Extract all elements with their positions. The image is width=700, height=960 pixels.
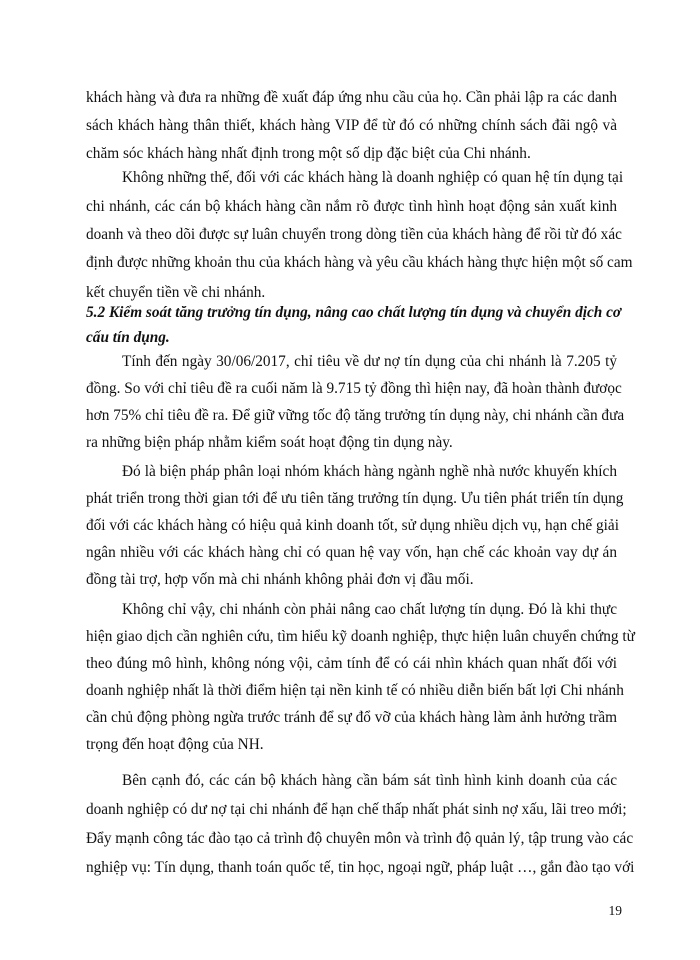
paragraph-1-line-2: sách khách hàng thân thiết, khách hàng VIP để từ đó có những chính sách đãi ngộ và	[86, 117, 617, 134]
paragraph-1-line-3: chăm sóc khách hàng nhất định trong một số dịp đặc biệt của Chi nhánh.	[86, 145, 531, 162]
paragraph-5-line-1: Không chỉ vậy, chi nhánh còn phải nâng cao chất lượng tín dụng. Đó là khi thực	[122, 601, 617, 618]
paragraph-5-line-4: doanh nghiệp nhất là thời điểm hiện tại nền kinh tế có nhiều diễn biến bất lợi Chi nhánh	[86, 682, 624, 699]
paragraph-2-line-3: doanh và theo dõi được sự luân chuyển trong dòng tiền của khách hàng để rồi từ đó xác	[86, 226, 622, 243]
paragraph-4-line-5: đồng tài trợ, hợp vốn mà chi nhánh không phải đơn vị đầu mối.	[86, 571, 474, 588]
paragraph-3-line-4: ra những biện pháp nhằm kiểm soát hoạt động tin dụng này.	[86, 434, 453, 451]
paragraph-3-line-3: hơn 75% chỉ tiêu đề ra. Để giữ vững tốc độ tăng trưởng tín dụng này, chi nhánh cần đưa	[86, 407, 625, 424]
paragraph-4-line-2: phát triển trong thời gian tới để ưu tiên tăng trưởng tín dụng. Ưu tiên phát triển tín dụng	[86, 490, 624, 507]
paragraph-4-line-1: Đó là biện pháp phân loại nhóm khách hàng ngành nghề nhà nước khuyến khích	[122, 463, 617, 480]
paragraph-3-line-1: Tính đến ngày 30/06/2017, chỉ tiêu về dư nợ tín dụng của chi nhánh là 7.205 tỷ	[122, 353, 617, 370]
paragraph-2-line-5: kết chuyển tiền về chi nhánh.	[86, 284, 266, 301]
section-heading-line-1: 5.2 Kiểm soát tăng trưởng tín dụng, nâng cao chất lượng tín dụng và chuyển dịch cơ	[86, 304, 622, 321]
paragraph-6-line-1: Bên cạnh đó, các cán bộ khách hàng cần bám sát tình hình kinh doanh của các	[122, 772, 617, 789]
section-heading-line-2: cấu tín dụng.	[86, 329, 170, 346]
paragraph-2-line-1: Không những thế, đối với các khách hàng là doanh nghiệp có quan hệ tín dụng tại	[122, 169, 624, 186]
paragraph-5-line-2: hiện giao dịch cần nghiên cứu, tìm hiểu kỹ doanh nghiệp, thực hiện luân chuyển chứng từ	[86, 628, 635, 645]
paragraph-2-line-4: định được những khoản thu của khách hàng và yêu cầu khách hàng thực hiện một số cam	[86, 254, 633, 271]
page-number: 19	[608, 903, 622, 918]
paragraph-4-line-3: đối với các khách hàng có hiệu quả kinh doanh tốt, sử dụng nhiều dịch vụ, hạn chế giải	[86, 517, 619, 534]
paragraph-5-line-3: theo đúng mô hình, không nóng vội, cảm tính để có cái nhìn khách quan nhất đối với	[86, 655, 617, 672]
paragraph-5-line-5: cần chủ động phòng ngừa trước tránh để sự đổ vỡ của khách hàng làm ảnh hưởng trầm	[86, 709, 618, 726]
paragraph-2-line-2: chi nhánh, các cán bộ khách hàng cần nắm rõ được tình hình hoạt động sản xuất kinh	[86, 198, 617, 215]
paragraph-3-line-2: đồng. So với chỉ tiêu đề ra cuối năm là 9.715 tỷ đồng thì hiện nay, đã hoàn thành đươọc	[86, 380, 622, 397]
paragraph-6-line-4: nghiệp vụ: Tín dụng, thanh toán quốc tế, tin học, ngoại ngữ, pháp luật …, gắn đào tạo với	[86, 859, 635, 876]
paragraph-1-line-1: khách hàng và đưa ra những đề xuất đáp ứng nhu cầu của họ. Cần phải lập ra các danh	[86, 89, 617, 106]
paragraph-4-line-4: ngân nhiều với các khách hàng chỉ có quan hệ vay vốn, hạn chế các khoản vay dự án	[86, 544, 617, 561]
paragraph-5-line-6: trọng đến hoạt động của NH.	[86, 736, 264, 753]
paragraph-6-line-2: doanh nghiệp có dư nợ tại chi nhánh để hạn chế thấp nhất phát sinh nợ xấu, lãi treo mới;	[86, 801, 627, 818]
paragraph-6-line-3: Đẩy mạnh công tác đào tạo cả trình độ chuyên môn và trình độ quản lý, tập trung vào các	[86, 830, 634, 847]
